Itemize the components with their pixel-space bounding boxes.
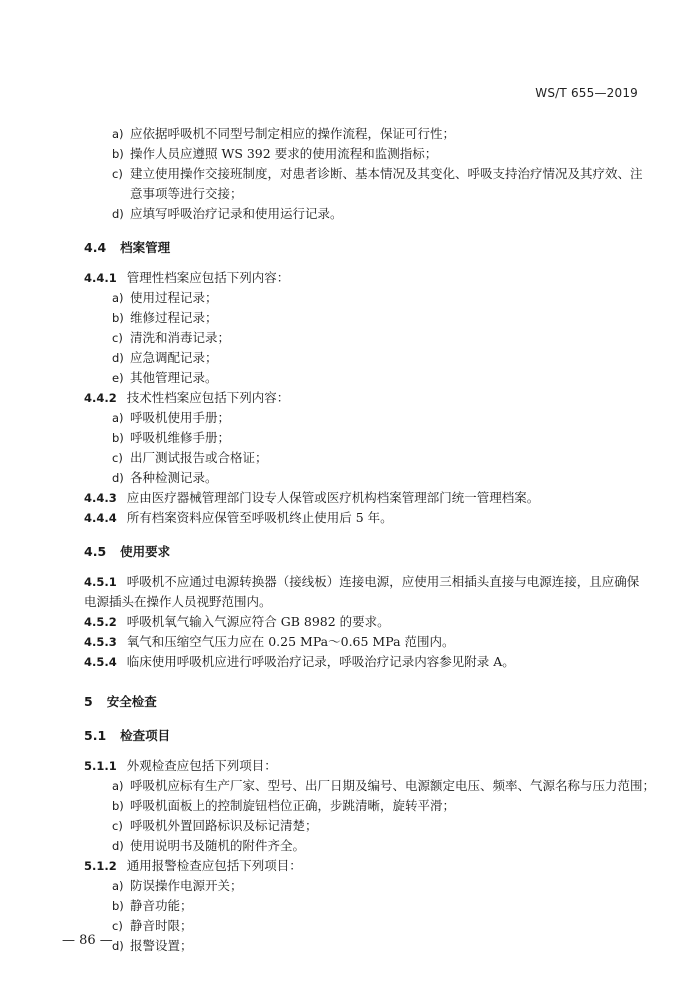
list-marker: d)	[112, 839, 124, 853]
list-item	[84, 348, 644, 368]
clause-4-5-1	[84, 572, 644, 612]
clause-text: 呼吸机氧气输入气源应符合 GB 8982 的要求。	[126, 614, 390, 629]
section-title: 检查项目	[120, 728, 171, 743]
clause-text: 所有档案资料应保管至呼吸机终止使用后 5 年。	[126, 510, 393, 525]
list-marker: b)	[112, 799, 124, 813]
list-item-text: 应急调配记录；	[130, 350, 218, 365]
section-number: 4.4	[84, 240, 107, 255]
list-item	[84, 308, 644, 328]
list-marker: c)	[112, 167, 123, 181]
clause-text: 外观检查应包括下列项目：	[126, 758, 277, 773]
list-item-text: 防误操作电源开关；	[130, 878, 243, 893]
list-item-text: 报警设置；	[130, 938, 193, 953]
clause-number: 4.4.1	[84, 271, 117, 285]
document-body	[84, 124, 656, 956]
list-marker: b)	[112, 899, 124, 913]
list-marker: b)	[112, 431, 124, 445]
clause-5-1-1	[84, 756, 644, 776]
clause-5-1-2	[84, 856, 644, 876]
clause-4-4-3	[84, 488, 644, 508]
list-item	[84, 124, 644, 144]
list-item-text: 呼吸机使用手册；	[130, 410, 231, 425]
standard-code-header: WS/T 655—2019	[535, 86, 638, 100]
section-heading-5-1	[84, 726, 644, 746]
list-item	[84, 408, 644, 428]
list-item	[84, 816, 644, 836]
section-number: 4.5	[84, 544, 107, 559]
list-marker: b)	[112, 147, 124, 161]
clause-text: 管理性档案应包括下列内容：	[126, 270, 290, 285]
list-item	[84, 204, 644, 224]
list-item	[84, 428, 644, 448]
list-item	[84, 776, 656, 796]
list-item	[84, 288, 644, 308]
clause-number: 4.4.3	[84, 491, 117, 505]
clause-text: 通用报警检查应包括下列项目：	[126, 858, 302, 873]
clause-number: 4.5.3	[84, 635, 117, 649]
list-item	[84, 448, 644, 468]
section-number: 5	[84, 694, 93, 709]
list-item-text: 出厂测试报告或合格证；	[130, 450, 268, 465]
list-item-text: 静音功能；	[130, 898, 193, 913]
list-marker: a)	[112, 127, 124, 141]
section-title: 使用要求	[120, 544, 171, 559]
clause-text: 应由医疗器械管理部门设专人保管或医疗机构档案管理部门统一管理档案。	[126, 490, 540, 505]
clause-number: 4.5.1	[84, 575, 117, 589]
list-item-text: 呼吸机应标有生产厂家、型号、出厂日期及编号、电源额定电压、频率、气源名称与压力范围；	[130, 778, 656, 793]
list-item	[84, 144, 644, 164]
list-item-text: 使用过程记录；	[130, 290, 218, 305]
list-item	[84, 836, 644, 856]
clause-number: 4.5.4	[84, 655, 117, 669]
clause-text: 技术性档案应包括下列内容：	[126, 390, 290, 405]
list-item	[84, 876, 644, 896]
list-marker: d)	[112, 351, 124, 365]
section-title: 档案管理	[120, 240, 171, 255]
list-item-text: 维修过程记录；	[130, 310, 218, 325]
list-marker: c)	[112, 451, 123, 465]
list-marker: a)	[112, 411, 124, 425]
clause-4-4-1	[84, 268, 644, 288]
clause-number: 4.4.4	[84, 511, 117, 525]
clause-4-5-3	[84, 632, 644, 652]
list-item-text: 静音时限；	[130, 918, 193, 933]
list-marker: b)	[112, 311, 124, 325]
clause-number: 4.4.2	[84, 391, 117, 405]
clause-4-4-4	[84, 508, 644, 528]
list-item-text: 各种检测记录。	[130, 470, 218, 485]
list-marker: d)	[112, 471, 124, 485]
list-item-text: 使用说明书及随机的附件齐全。	[130, 838, 306, 853]
section-title: 安全检查	[106, 694, 157, 709]
list-item	[84, 164, 644, 204]
section-heading-5	[84, 692, 644, 712]
list-item-text: 应填写呼吸治疗记录和使用运行记录。	[130, 206, 343, 221]
clause-number: 5.1.1	[84, 759, 117, 773]
section-heading-4-4	[84, 238, 644, 258]
list-item-text: 呼吸机维修手册；	[130, 430, 231, 445]
list-item	[84, 328, 644, 348]
list-item	[84, 796, 644, 816]
list-item	[84, 468, 644, 488]
page-number: — 86 —	[62, 933, 113, 948]
section-number: 5.1	[84, 728, 107, 743]
list-item-text: 建立使用操作交接班制度，对患者诊断、基本情况及其变化、呼吸支持治疗情况及其疗效、注意事项等进行交接；	[130, 166, 643, 201]
list-item-text: 呼吸机外置回路标识及标记清楚；	[130, 818, 318, 833]
clause-number: 4.5.2	[84, 615, 117, 629]
list-marker: d)	[112, 207, 124, 221]
list-marker: a)	[112, 291, 124, 305]
list-marker: a)	[112, 779, 124, 793]
clause-text: 氧气和压缩空气压力应在 0.25 MPa～0.65 MPa 范围内。	[126, 634, 455, 649]
list-item	[84, 368, 644, 388]
list-item-text: 呼吸机面板上的控制旋钮档位正确，步跳清晰，旋转平滑；	[130, 798, 456, 813]
list-marker: c)	[112, 819, 123, 833]
list-marker: e)	[112, 371, 124, 385]
clause-4-5-2	[84, 612, 644, 632]
list-item-text: 其他管理记录。	[130, 370, 218, 385]
section-heading-4-5	[84, 542, 644, 562]
list-marker: d)	[112, 939, 124, 953]
clause-4-5-4	[84, 652, 644, 672]
list-marker: a)	[112, 879, 124, 893]
list-item	[84, 936, 644, 956]
clause-number: 5.1.2	[84, 859, 117, 873]
clause-text: 临床使用呼吸机应进行呼吸治疗记录，呼吸治疗记录内容参见附录 A。	[126, 654, 515, 669]
list-item-text: 操作人员应遵照 WS 392 要求的使用流程和监测指标；	[130, 146, 438, 161]
list-item	[84, 896, 644, 916]
clause-text: 呼吸机不应通过电源转换器（接线板）连接电源，应使用三相插头直接与电源连接，且应确保电源插头在操作人员视野范围内。	[84, 574, 640, 609]
list-marker: c)	[112, 919, 123, 933]
clause-4-4-2	[84, 388, 644, 408]
list-item-text: 清洗和消毒记录；	[130, 330, 231, 345]
list-marker: c)	[112, 331, 123, 345]
list-item-text: 应依据呼吸机不同型号制定相应的操作流程，保证可行性；	[130, 126, 456, 141]
list-item	[84, 916, 644, 936]
intro-list	[84, 124, 644, 224]
